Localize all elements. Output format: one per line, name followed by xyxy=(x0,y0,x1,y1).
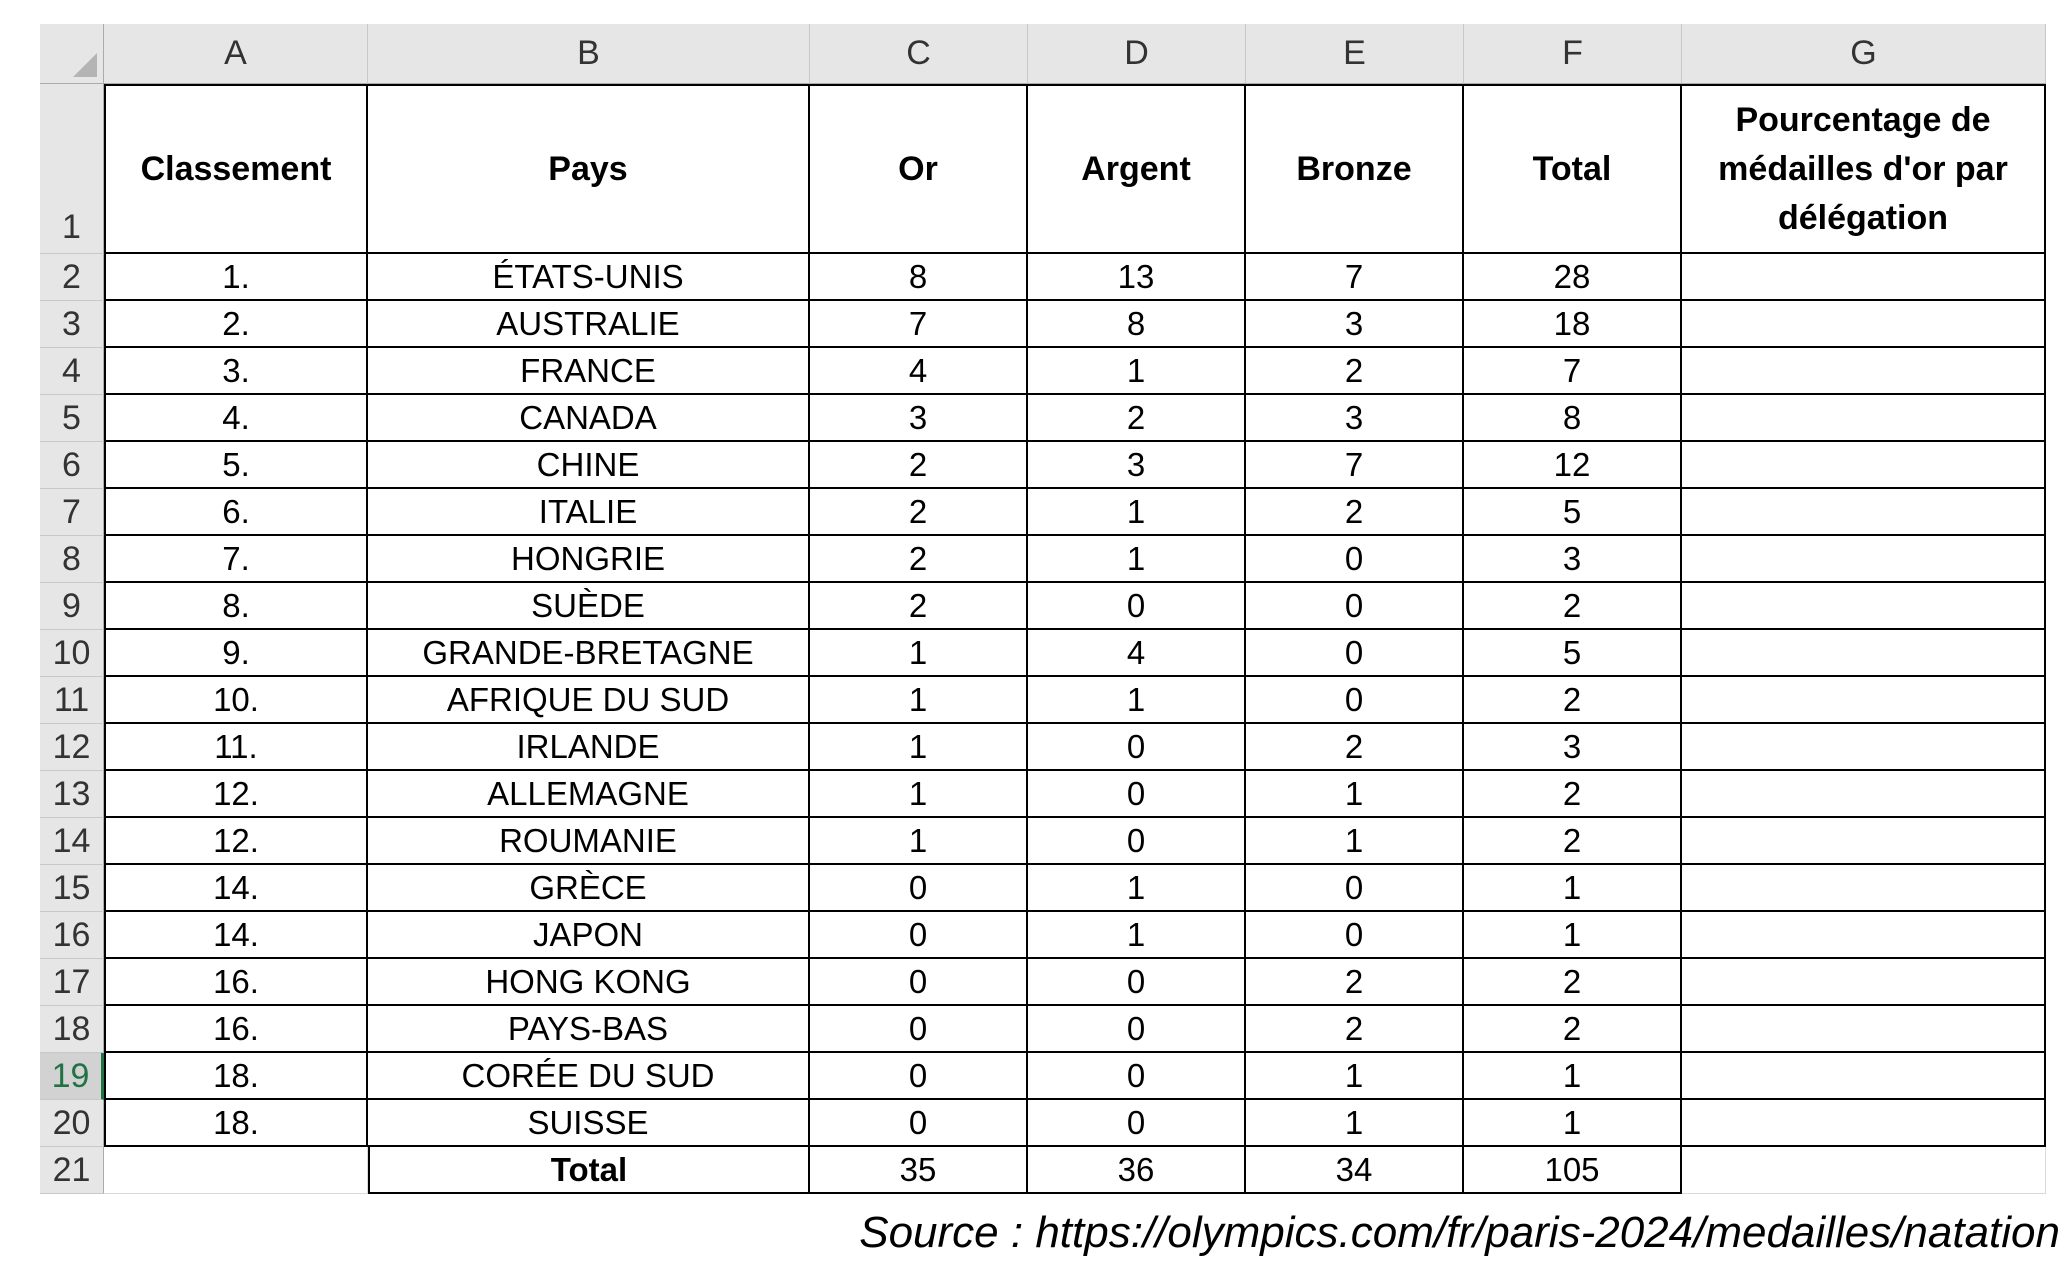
cell-total[interactable]: 2 xyxy=(1464,959,1682,1006)
row-header-1[interactable]: 1 xyxy=(40,84,104,254)
total-label[interactable]: Total xyxy=(368,1147,810,1194)
cell-gold-percentage[interactable] xyxy=(1682,677,2046,724)
cell-silver[interactable]: 0 xyxy=(1028,818,1246,865)
column-header-d[interactable]: D xyxy=(1028,24,1246,84)
cell-country[interactable]: AFRIQUE DU SUD xyxy=(368,677,810,724)
cell-country[interactable]: CHINE xyxy=(368,442,810,489)
cell-country[interactable]: ÉTATS-UNIS xyxy=(368,254,810,301)
cell-country[interactable]: HONGRIE xyxy=(368,536,810,583)
cell-rank[interactable]: 5. xyxy=(104,442,368,489)
cell-bronze[interactable]: 3 xyxy=(1246,395,1464,442)
row-header-16[interactable]: 16 xyxy=(40,912,104,959)
cell-total[interactable]: 5 xyxy=(1464,489,1682,536)
cell-country[interactable]: JAPON xyxy=(368,912,810,959)
row-header-14[interactable]: 14 xyxy=(40,818,104,865)
cell-silver[interactable]: 3 xyxy=(1028,442,1246,489)
cell-country[interactable]: SUÈDE xyxy=(368,583,810,630)
total-bronze[interactable]: 34 xyxy=(1246,1147,1464,1194)
cell-total[interactable]: 1 xyxy=(1464,1053,1682,1100)
row-header-8[interactable]: 8 xyxy=(40,536,104,583)
cell-gold-percentage[interactable] xyxy=(1682,536,2046,583)
column-header-b[interactable]: B xyxy=(368,24,810,84)
total-silver[interactable]: 36 xyxy=(1028,1147,1246,1194)
cell-silver[interactable]: 2 xyxy=(1028,395,1246,442)
cell-gold[interactable]: 7 xyxy=(810,301,1028,348)
column-header-e[interactable]: E xyxy=(1246,24,1464,84)
cell-gold-percentage[interactable] xyxy=(1682,1006,2046,1053)
cell-rank[interactable]: 10. xyxy=(104,677,368,724)
cell-bronze[interactable]: 0 xyxy=(1246,583,1464,630)
cell-gold[interactable]: 0 xyxy=(810,1053,1028,1100)
cell-rank[interactable]: 9. xyxy=(104,630,368,677)
cell-total[interactable]: 2 xyxy=(1464,1006,1682,1053)
cell-gold[interactable]: 0 xyxy=(810,865,1028,912)
select-all-corner[interactable] xyxy=(40,24,104,84)
row-header-15[interactable]: 15 xyxy=(40,865,104,912)
cell-gold[interactable]: 1 xyxy=(810,818,1028,865)
cell-gold[interactable]: 2 xyxy=(810,583,1028,630)
cell-silver[interactable]: 1 xyxy=(1028,348,1246,395)
cell-gold[interactable]: 1 xyxy=(810,677,1028,724)
cell-country[interactable]: FRANCE xyxy=(368,348,810,395)
cell-bronze[interactable]: 1 xyxy=(1246,1100,1464,1147)
row-header-5[interactable]: 5 xyxy=(40,395,104,442)
cell-silver[interactable]: 0 xyxy=(1028,724,1246,771)
cell-gold-percentage[interactable] xyxy=(1682,630,2046,677)
cell-gold-percentage[interactable] xyxy=(1682,959,2046,1006)
column-header-f[interactable]: F xyxy=(1464,24,1682,84)
cell-rank[interactable]: 1. xyxy=(104,254,368,301)
cell-gold[interactable]: 0 xyxy=(810,959,1028,1006)
cell-silver[interactable]: 1 xyxy=(1028,489,1246,536)
cell-silver[interactable]: 1 xyxy=(1028,536,1246,583)
cell-bronze[interactable]: 0 xyxy=(1246,536,1464,583)
cell-bronze[interactable]: 0 xyxy=(1246,677,1464,724)
cell-rank[interactable]: 18. xyxy=(104,1053,368,1100)
cell-gold[interactable]: 2 xyxy=(810,489,1028,536)
cell-total[interactable]: 2 xyxy=(1464,583,1682,630)
row-header-2[interactable]: 2 xyxy=(40,254,104,301)
cell-silver[interactable]: 0 xyxy=(1028,771,1246,818)
cell-gold-percentage[interactable] xyxy=(1682,771,2046,818)
row-header-7[interactable]: 7 xyxy=(40,489,104,536)
cell-country[interactable]: GRANDE-BRETAGNE xyxy=(368,630,810,677)
row-header-3[interactable]: 3 xyxy=(40,301,104,348)
cell-rank[interactable]: 7. xyxy=(104,536,368,583)
cell-silver[interactable]: 13 xyxy=(1028,254,1246,301)
cell-total[interactable]: 3 xyxy=(1464,536,1682,583)
cell-rank[interactable]: 12. xyxy=(104,771,368,818)
cell-country[interactable]: ITALIE xyxy=(368,489,810,536)
column-header-g[interactable]: G xyxy=(1682,24,2046,84)
cell-country[interactable]: PAYS-BAS xyxy=(368,1006,810,1053)
gold-percentage-header[interactable]: Pourcentage de médailles d'or par délégation xyxy=(1682,84,2046,254)
row-header-12[interactable]: 12 xyxy=(40,724,104,771)
cell-silver[interactable]: 1 xyxy=(1028,677,1246,724)
cell-total[interactable]: 2 xyxy=(1464,818,1682,865)
cell-silver[interactable]: 4 xyxy=(1028,630,1246,677)
cell-total[interactable]: 8 xyxy=(1464,395,1682,442)
cell-gold-percentage[interactable] xyxy=(1682,1100,2046,1147)
cell-bronze[interactable]: 0 xyxy=(1246,630,1464,677)
cell-total[interactable]: 5 xyxy=(1464,630,1682,677)
cell-gold[interactable]: 4 xyxy=(810,348,1028,395)
cell-gold[interactable]: 8 xyxy=(810,254,1028,301)
cell-rank[interactable]: 4. xyxy=(104,395,368,442)
cell-gold-percentage[interactable] xyxy=(1682,395,2046,442)
cell-gold[interactable]: 1 xyxy=(810,771,1028,818)
cell-total[interactable]: 3 xyxy=(1464,724,1682,771)
cell-bronze[interactable]: 2 xyxy=(1246,959,1464,1006)
cell-silver[interactable]: 0 xyxy=(1028,1100,1246,1147)
cell-country[interactable]: GRÈCE xyxy=(368,865,810,912)
cell-gold[interactable]: 0 xyxy=(810,912,1028,959)
row-header-13[interactable]: 13 xyxy=(40,771,104,818)
row-header-19[interactable]: 19 xyxy=(40,1053,104,1100)
cell-gold-percentage[interactable] xyxy=(1682,1053,2046,1100)
silver-header[interactable]: Argent xyxy=(1028,84,1246,254)
cell-rank[interactable]: 12. xyxy=(104,818,368,865)
cell-gold-percentage[interactable] xyxy=(1682,254,2046,301)
cell-rank[interactable]: 14. xyxy=(104,865,368,912)
cell-bronze[interactable]: 1 xyxy=(1246,771,1464,818)
cell-silver[interactable]: 0 xyxy=(1028,1006,1246,1053)
cell-gold-percentage[interactable] xyxy=(1682,489,2046,536)
cell-total[interactable]: 1 xyxy=(1464,1100,1682,1147)
cell-total[interactable]: 12 xyxy=(1464,442,1682,489)
cell-total[interactable]: 18 xyxy=(1464,301,1682,348)
row-header-4[interactable]: 4 xyxy=(40,348,104,395)
cell-gold[interactable]: 0 xyxy=(810,1100,1028,1147)
cell-country[interactable]: HONG KONG xyxy=(368,959,810,1006)
cell-silver[interactable]: 0 xyxy=(1028,583,1246,630)
cell-rank[interactable]: 6. xyxy=(104,489,368,536)
row-header-17[interactable]: 17 xyxy=(40,959,104,1006)
cell-gold-percentage[interactable] xyxy=(1682,301,2046,348)
total-all[interactable]: 105 xyxy=(1464,1147,1682,1194)
country-header[interactable]: Pays xyxy=(368,84,810,254)
cell-rank[interactable]: 8. xyxy=(104,583,368,630)
cell-gold[interactable]: 0 xyxy=(810,1006,1028,1053)
cell-country[interactable]: SUISSE xyxy=(368,1100,810,1147)
cell-country[interactable]: ROUMANIE xyxy=(368,818,810,865)
cell-gold-percentage[interactable] xyxy=(1682,818,2046,865)
cell-silver[interactable]: 0 xyxy=(1028,959,1246,1006)
cell-total[interactable]: 28 xyxy=(1464,254,1682,301)
cell-gold[interactable]: 3 xyxy=(810,395,1028,442)
cell-country[interactable]: ALLEMAGNE xyxy=(368,771,810,818)
cell-empty[interactable] xyxy=(1682,1147,2046,1194)
cell-bronze[interactable]: 2 xyxy=(1246,1006,1464,1053)
cell-gold-percentage[interactable] xyxy=(1682,724,2046,771)
cell-silver[interactable]: 1 xyxy=(1028,865,1246,912)
rank-header[interactable]: Classement xyxy=(104,84,368,254)
cell-total[interactable]: 7 xyxy=(1464,348,1682,395)
column-header-a[interactable]: A xyxy=(104,24,368,84)
cell-bronze[interactable]: 0 xyxy=(1246,865,1464,912)
row-header-10[interactable]: 10 xyxy=(40,630,104,677)
cell-rank[interactable]: 18. xyxy=(104,1100,368,1147)
cell-total[interactable]: 1 xyxy=(1464,912,1682,959)
column-header-c[interactable]: C xyxy=(810,24,1028,84)
cell-rank[interactable]: 2. xyxy=(104,301,368,348)
total-gold[interactable]: 35 xyxy=(810,1147,1028,1194)
cell-gold-percentage[interactable] xyxy=(1682,865,2046,912)
cell-empty[interactable] xyxy=(104,1147,368,1194)
total-header[interactable]: Total xyxy=(1464,84,1682,254)
cell-bronze[interactable]: 3 xyxy=(1246,301,1464,348)
source-note: Source : https://olympics.com/fr/paris-2024/medailles/natation xyxy=(859,1208,2060,1257)
cell-gold[interactable]: 1 xyxy=(810,630,1028,677)
cell-country[interactable]: IRLANDE xyxy=(368,724,810,771)
cell-gold-percentage[interactable] xyxy=(1682,912,2046,959)
cell-bronze[interactable]: 7 xyxy=(1246,442,1464,489)
cell-rank[interactable]: 16. xyxy=(104,959,368,1006)
bronze-header[interactable]: Bronze xyxy=(1246,84,1464,254)
spreadsheet-grid xyxy=(40,24,2060,1204)
cell-country[interactable]: CORÉE DU SUD xyxy=(368,1053,810,1100)
cell-rank[interactable]: 14. xyxy=(104,912,368,959)
cell-silver[interactable]: 1 xyxy=(1028,912,1246,959)
cell-bronze[interactable]: 2 xyxy=(1246,724,1464,771)
cell-total[interactable]: 2 xyxy=(1464,677,1682,724)
cell-bronze[interactable]: 1 xyxy=(1246,1053,1464,1100)
cell-rank[interactable]: 11. xyxy=(104,724,368,771)
cell-total[interactable]: 2 xyxy=(1464,771,1682,818)
cell-bronze[interactable]: 0 xyxy=(1246,912,1464,959)
cell-gold[interactable]: 1 xyxy=(810,724,1028,771)
cell-bronze[interactable]: 2 xyxy=(1246,348,1464,395)
cell-country[interactable]: AUSTRALIE xyxy=(368,301,810,348)
row-header-11[interactable]: 11 xyxy=(40,677,104,724)
cell-gold[interactable]: 2 xyxy=(810,536,1028,583)
cell-bronze[interactable]: 1 xyxy=(1246,818,1464,865)
row-header-9[interactable]: 9 xyxy=(40,583,104,630)
row-header-18[interactable]: 18 xyxy=(40,1006,104,1053)
cell-silver[interactable]: 8 xyxy=(1028,301,1246,348)
cell-gold-percentage[interactable] xyxy=(1682,348,2046,395)
cell-silver[interactable]: 0 xyxy=(1028,1053,1246,1100)
cell-bronze[interactable]: 2 xyxy=(1246,489,1464,536)
row-header-21[interactable]: 21 xyxy=(40,1147,104,1194)
cell-gold[interactable]: 2 xyxy=(810,442,1028,489)
gold-header[interactable]: Or xyxy=(810,84,1028,254)
cell-bronze[interactable]: 7 xyxy=(1246,254,1464,301)
cell-gold-percentage[interactable] xyxy=(1682,583,2046,630)
row-header-6[interactable]: 6 xyxy=(40,442,104,489)
cell-rank[interactable]: 16. xyxy=(104,1006,368,1053)
row-header-20[interactable]: 20 xyxy=(40,1100,104,1147)
cell-gold-percentage[interactable] xyxy=(1682,442,2046,489)
cell-rank[interactable]: 3. xyxy=(104,348,368,395)
cell-total[interactable]: 1 xyxy=(1464,865,1682,912)
cell-country[interactable]: CANADA xyxy=(368,395,810,442)
